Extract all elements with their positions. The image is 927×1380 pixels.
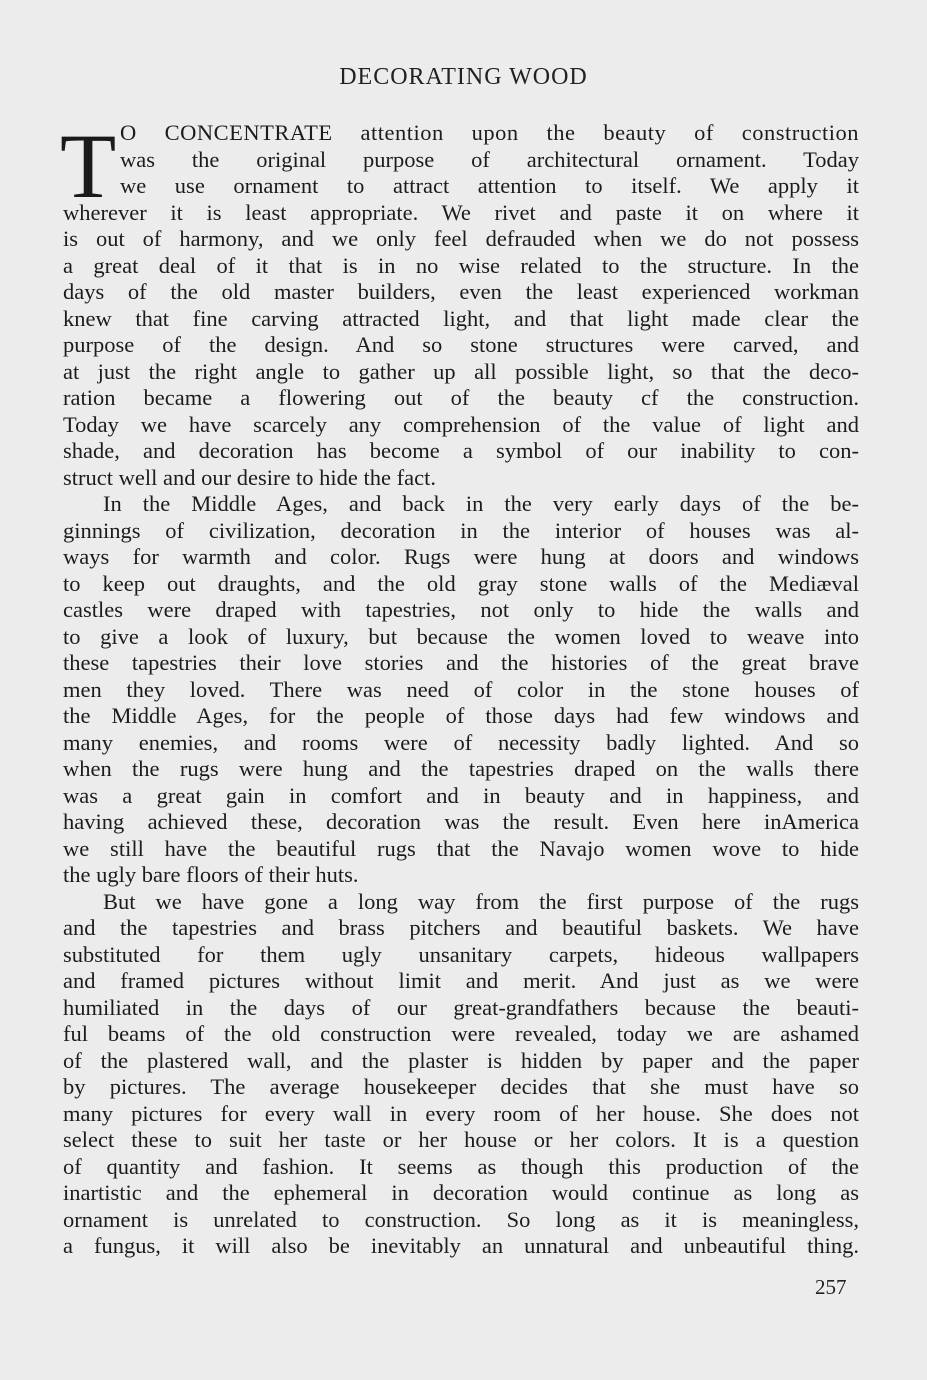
text-line: many enemies, and rooms were of necessity badly lighted. And so (63, 729, 859, 755)
text-line: wherever it is least appropriate. We rivet and paste it on where it (63, 199, 859, 225)
text-line: a great deal of it that is in no wise related to the structure. In the (63, 252, 859, 278)
text-line: we still have the beautiful rugs that the Navajo women wove to hide (63, 835, 859, 861)
text-line: ginnings of civilization, decoration in the interior of houses was al- (63, 517, 859, 543)
text-line: we use ornament to attract attention to itself. We apply it (120, 173, 859, 198)
text-line: castles were draped with tapestries, not only to hide the walls and (63, 597, 859, 622)
text-line: But we have gone a long way from the first purpose of the rugs (103, 888, 859, 914)
text-line: ful beams of the old construction were revealed, today we are ashamed (63, 1021, 859, 1046)
text-line: ways for warmth and color. Rugs were hung at doors and windows (63, 544, 859, 569)
text-line: humiliated in the days of our great-grandfathers because the beauti- (63, 994, 859, 1020)
text-line: ornament is unrelated to construction. So long as it is meaningless, (63, 1206, 859, 1232)
paragraph-1 (63, 120, 859, 491)
text-line: of the plastered wall, and the plaster is hidden by paper and the paper (63, 1047, 859, 1073)
text-line: select these to suit her taste or her house or her colors. It is a question (63, 1127, 859, 1152)
page-number: 257 (815, 1275, 847, 1299)
text-line: shade, and decoration has become a symbol of our inability to con- (63, 438, 859, 463)
text-line: was a great gain in comfort and in beauty and in happiness, and (63, 782, 859, 808)
text-line: to keep out draughts, and the old gray stone walls of the Mediæval (63, 570, 859, 596)
text-line: is out of harmony, and we only feel defrauded when we do not possess (63, 226, 859, 251)
text-line: In the Middle Ages, and back in the very early days of the be- (103, 491, 859, 516)
text-line: O CONCENTRATE attention upon the beauty of construction (120, 120, 859, 145)
running-title: DECORATING WOOD (339, 64, 588, 90)
text-line: by pictures. The average housekeeper decides that she must have so (63, 1074, 859, 1099)
text-line: inartistic and the ephemeral in decoration would continue as long as (63, 1180, 859, 1205)
text-line: and framed pictures without limit and merit. And just as we were (63, 968, 859, 993)
text-line: to give a look of luxury, but because the women loved to weave into (63, 623, 859, 649)
text-line: ration became a flowering out of the beauty cf the construction. (63, 385, 859, 410)
text-line: purpose of the design. And so stone structures were carved, and (63, 332, 859, 357)
text-line: these tapestries their love stories and the histories of the great brave (63, 650, 859, 675)
text-line: at just the right angle to gather up all possible light, so that the deco- (63, 358, 859, 384)
text-line: having achieved these, decoration was the result. Even here inAmerica (63, 809, 859, 834)
text-line: substituted for them ugly unsanitary carpets, hideous wallpapers (63, 941, 859, 967)
text-line: of quantity and fashion. It seems as though this production of the (63, 1153, 859, 1179)
text-line: the Middle Ages, for the people of those days had few windows and (63, 703, 859, 728)
text-line: Today we have scarcely any comprehension of the value of light and (63, 411, 859, 437)
text-line: struct well and our desire to hide the fact. (63, 464, 436, 490)
text-line: days of the old master builders, even the least experienced workman (63, 279, 859, 304)
text-line: the ugly bare floors of their huts. (63, 862, 359, 887)
text-line: men they loved. There was need of color in the stone houses of (63, 676, 859, 702)
text-line: many pictures for every wall in every room of her house. She does not (63, 1100, 859, 1126)
text-line: a fungus, it will also be inevitably an unnatural and unbeautiful thing. (63, 1233, 859, 1258)
text-line: was the original purpose of architectural ornament. Today (120, 146, 859, 172)
paragraph-3 (63, 889, 859, 1260)
text-line: when the rugs were hung and the tapestries draped on the walls there (63, 756, 859, 781)
body-text (60, 115, 859, 1260)
paragraph-2 (63, 491, 859, 889)
text-line: and the tapestries and brass pitchers and beautiful baskets. We have (63, 915, 859, 940)
drop-cap: T (60, 115, 117, 217)
text-line: knew that fine carving attracted light, and that light made clear the (63, 305, 859, 331)
